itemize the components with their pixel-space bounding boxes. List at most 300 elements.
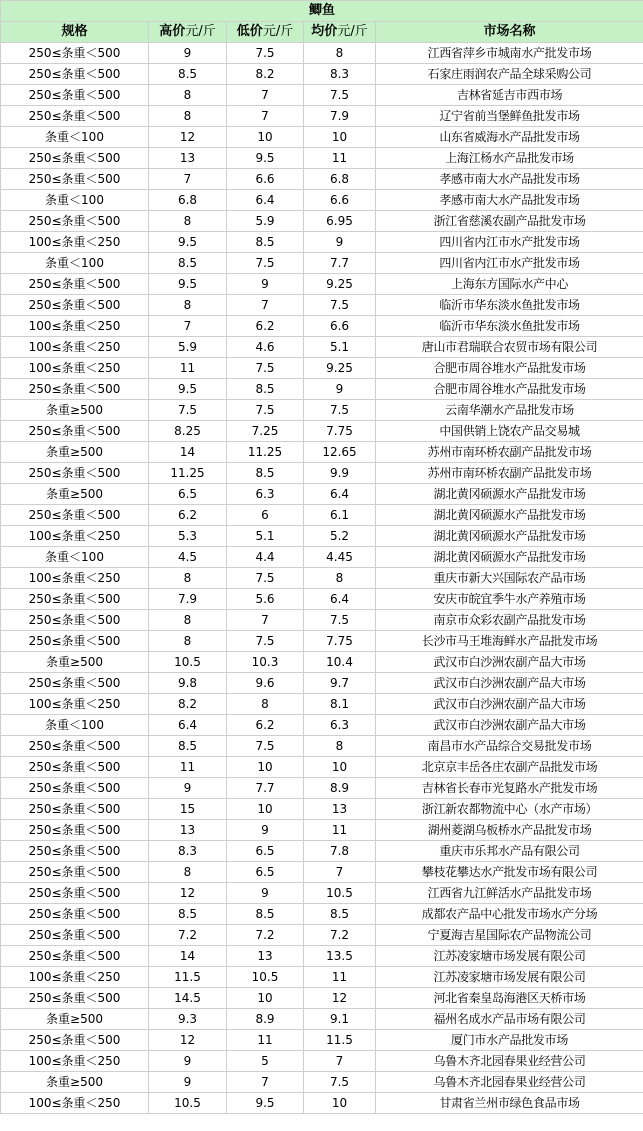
cell-spec: 250≤条重＜500	[1, 610, 149, 631]
cell-spec: 条重＜100	[1, 190, 149, 211]
table-row	[1, 841, 643, 862]
cell-low: 4.4	[227, 547, 304, 568]
cell-high: 10.5	[149, 652, 227, 673]
cell-high: 9	[149, 1072, 227, 1093]
cell-market: 湖州菱湖乌板桥水产品批发市场	[376, 820, 643, 841]
cell-avg: 7.75	[304, 421, 376, 442]
cell-market: 江苏凌家塘市场发展有限公司	[376, 967, 643, 988]
cell-spec: 100≤条重＜250	[1, 568, 149, 589]
cell-spec: 条重≥500	[1, 400, 149, 421]
cell-market: 上海江杨水产品批发市场	[376, 148, 643, 169]
cell-low: 9.5	[227, 1093, 304, 1114]
cell-market: 重庆市新大兴国际农产品市场	[376, 568, 643, 589]
cell-avg: 7.5	[304, 610, 376, 631]
cell-low: 7	[227, 106, 304, 127]
cell-high: 7	[149, 169, 227, 190]
cell-high: 9.5	[149, 232, 227, 253]
cell-avg: 7.2	[304, 925, 376, 946]
cell-high: 7.9	[149, 589, 227, 610]
cell-market: 河北省秦皇岛海港区天桥市场	[376, 988, 643, 1009]
table-row	[1, 673, 643, 694]
table-row	[1, 1030, 643, 1051]
cell-spec: 250≤条重＜500	[1, 925, 149, 946]
cell-spec: 250≤条重＜500	[1, 169, 149, 190]
cell-avg: 8.5	[304, 904, 376, 925]
cell-spec: 250≤条重＜500	[1, 904, 149, 925]
cell-spec: 250≤条重＜500	[1, 64, 149, 85]
cell-low: 9	[227, 274, 304, 295]
cell-high: 6.4	[149, 715, 227, 736]
cell-avg: 6.95	[304, 211, 376, 232]
cell-spec: 250≤条重＜500	[1, 883, 149, 904]
cell-high: 12	[149, 1030, 227, 1051]
table-row	[1, 295, 643, 316]
table-row	[1, 274, 643, 295]
cell-spec: 条重≥500	[1, 1009, 149, 1030]
cell-low: 10	[227, 127, 304, 148]
table-row	[1, 610, 643, 631]
cell-market: 江苏凌家塘市场发展有限公司	[376, 946, 643, 967]
cell-spec: 250≤条重＜500	[1, 820, 149, 841]
cell-spec: 条重≥500	[1, 1072, 149, 1093]
table-row	[1, 883, 643, 904]
cell-high: 8.25	[149, 421, 227, 442]
cell-low: 10	[227, 988, 304, 1009]
cell-high: 9	[149, 778, 227, 799]
table-row	[1, 316, 643, 337]
table-row	[1, 232, 643, 253]
table-row	[1, 421, 643, 442]
cell-avg: 7	[304, 1051, 376, 1072]
cell-spec: 100≤条重＜250	[1, 1051, 149, 1072]
cell-spec: 250≤条重＜500	[1, 736, 149, 757]
cell-low: 6.4	[227, 190, 304, 211]
cell-low: 11.25	[227, 442, 304, 463]
cell-low: 6.2	[227, 715, 304, 736]
cell-market: 武汉市白沙洲农副产品大市场	[376, 652, 643, 673]
table-row	[1, 820, 643, 841]
table-row	[1, 631, 643, 652]
cell-low: 7.2	[227, 925, 304, 946]
cell-low: 9	[227, 883, 304, 904]
cell-avg: 7.8	[304, 841, 376, 862]
cell-spec: 100≤条重＜250	[1, 526, 149, 547]
cell-spec: 100≤条重＜250	[1, 967, 149, 988]
cell-low: 9.5	[227, 148, 304, 169]
cell-avg: 8	[304, 568, 376, 589]
table-row	[1, 967, 643, 988]
cell-spec: 250≤条重＜500	[1, 841, 149, 862]
cell-spec: 250≤条重＜500	[1, 778, 149, 799]
table-row	[1, 253, 643, 274]
cell-high: 12	[149, 883, 227, 904]
cell-spec: 250≤条重＜500	[1, 148, 149, 169]
cell-market: 临沂市华东淡水鱼批发市场	[376, 295, 643, 316]
cell-spec: 250≤条重＜500	[1, 1030, 149, 1051]
cell-market: 苏州市南环桥农副产品批发市场	[376, 463, 643, 484]
table-row	[1, 484, 643, 505]
cell-avg: 8	[304, 736, 376, 757]
header-low-label: 低价	[236, 24, 263, 39]
cell-spec: 100≤条重＜250	[1, 316, 149, 337]
cell-spec: 250≤条重＜500	[1, 631, 149, 652]
table-row	[1, 337, 643, 358]
header-low	[227, 22, 304, 43]
cell-market: 孝感市南大水产品批发市场	[376, 190, 643, 211]
cell-avg: 11	[304, 820, 376, 841]
cell-avg: 8.3	[304, 64, 376, 85]
cell-low: 10	[227, 799, 304, 820]
cell-low: 6	[227, 505, 304, 526]
cell-low: 7.5	[227, 568, 304, 589]
cell-high: 8	[149, 568, 227, 589]
cell-low: 6.6	[227, 169, 304, 190]
cell-avg: 7.5	[304, 85, 376, 106]
header-low-unit: 元/斤	[262, 24, 294, 39]
cell-low: 7.7	[227, 778, 304, 799]
cell-market: 长沙市马王堆海鲜水产品批发市场	[376, 631, 643, 652]
cell-spec: 250≤条重＜500	[1, 106, 149, 127]
table-row	[1, 379, 643, 400]
table-body	[1, 43, 643, 1114]
cell-avg: 4.45	[304, 547, 376, 568]
cell-avg: 13.5	[304, 946, 376, 967]
cell-spec: 条重＜100	[1, 253, 149, 274]
cell-market: 厦门市水产品批发市场	[376, 1030, 643, 1051]
table-row	[1, 988, 643, 1009]
cell-avg: 7.9	[304, 106, 376, 127]
cell-high: 14.5	[149, 988, 227, 1009]
cell-low: 6.5	[227, 862, 304, 883]
header-avg-unit: 元/斤	[337, 24, 368, 39]
cell-spec: 250≤条重＜500	[1, 673, 149, 694]
table-row	[1, 127, 643, 148]
cell-high: 11	[149, 358, 227, 379]
cell-market: 宁夏海吉星国际农产品物流公司	[376, 925, 643, 946]
table-row	[1, 799, 643, 820]
cell-avg: 7.5	[304, 295, 376, 316]
cell-low: 4.6	[227, 337, 304, 358]
cell-market: 福州名成水产品市场有限公司	[376, 1009, 643, 1030]
cell-avg: 8	[304, 43, 376, 64]
cell-low: 9	[227, 820, 304, 841]
table-row	[1, 946, 643, 967]
cell-low: 5.1	[227, 526, 304, 547]
cell-avg: 6.1	[304, 505, 376, 526]
cell-market: 湖北黄冈硕源水产品批发市场	[376, 505, 643, 526]
header-spec: 规格	[1, 22, 149, 43]
cell-market: 湖北黄冈硕源水产品批发市场	[376, 526, 643, 547]
cell-market: 重庆市乐邦水产品有限公司	[376, 841, 643, 862]
cell-market: 四川省内江市水产批发市场	[376, 232, 643, 253]
cell-market: 四川省内江市水产批发市场	[376, 253, 643, 274]
cell-high: 13	[149, 148, 227, 169]
cell-avg: 11	[304, 967, 376, 988]
cell-high: 9.5	[149, 274, 227, 295]
table-row	[1, 778, 643, 799]
table-row	[1, 211, 643, 232]
cell-market: 安庆市皖宜季牛水产养殖市场	[376, 589, 643, 610]
table-row	[1, 1009, 643, 1030]
table-header-row	[1, 22, 643, 43]
cell-avg: 9.25	[304, 358, 376, 379]
cell-high: 9.5	[149, 379, 227, 400]
cell-spec: 250≤条重＜500	[1, 211, 149, 232]
table-row	[1, 43, 643, 64]
table-row	[1, 694, 643, 715]
cell-high: 11	[149, 757, 227, 778]
cell-low: 7.5	[227, 736, 304, 757]
cell-market: 武汉市白沙洲农副产品大市场	[376, 673, 643, 694]
table-row	[1, 400, 643, 421]
cell-low: 7	[227, 610, 304, 631]
cell-avg: 8.9	[304, 778, 376, 799]
cell-spec: 250≤条重＜500	[1, 862, 149, 883]
cell-market: 攀枝花攀达水产批发市场有限公司	[376, 862, 643, 883]
table-row	[1, 547, 643, 568]
table-row	[1, 148, 643, 169]
cell-market: 武汉市白沙洲农副产品大市场	[376, 715, 643, 736]
cell-high: 8	[149, 610, 227, 631]
cell-spec: 条重＜100	[1, 547, 149, 568]
cell-high: 6.2	[149, 505, 227, 526]
cell-market: 合肥市周谷堆水产品批发市场	[376, 358, 643, 379]
cell-high: 8	[149, 631, 227, 652]
cell-avg: 10	[304, 127, 376, 148]
cell-avg: 8.1	[304, 694, 376, 715]
cell-market: 吉林省长春市光复路水产批发市场	[376, 778, 643, 799]
cell-low: 7	[227, 295, 304, 316]
cell-avg: 12	[304, 988, 376, 1009]
cell-high: 8.5	[149, 904, 227, 925]
cell-high: 8.5	[149, 253, 227, 274]
cell-high: 13	[149, 820, 227, 841]
cell-avg: 9.1	[304, 1009, 376, 1030]
cell-high: 5.3	[149, 526, 227, 547]
cell-low: 10	[227, 757, 304, 778]
table-row	[1, 526, 643, 547]
cell-high: 9	[149, 1051, 227, 1072]
cell-high: 8.5	[149, 64, 227, 85]
cell-avg: 5.2	[304, 526, 376, 547]
cell-market: 苏州市南环桥农副产品批发市场	[376, 442, 643, 463]
cell-market: 孝感市南大水产品批发市场	[376, 169, 643, 190]
table-row	[1, 904, 643, 925]
cell-low: 7	[227, 85, 304, 106]
cell-avg: 6.4	[304, 589, 376, 610]
cell-low: 13	[227, 946, 304, 967]
cell-high: 10.5	[149, 1093, 227, 1114]
cell-low: 8	[227, 694, 304, 715]
cell-avg: 6.3	[304, 715, 376, 736]
cell-spec: 250≤条重＜500	[1, 988, 149, 1009]
cell-avg: 9.7	[304, 673, 376, 694]
cell-high: 14	[149, 442, 227, 463]
cell-avg: 7.75	[304, 631, 376, 652]
cell-spec: 250≤条重＜500	[1, 946, 149, 967]
table-row	[1, 442, 643, 463]
cell-spec: 100≤条重＜250	[1, 232, 149, 253]
cell-spec: 250≤条重＜500	[1, 85, 149, 106]
cell-spec: 100≤条重＜250	[1, 358, 149, 379]
table-row	[1, 169, 643, 190]
cell-spec: 250≤条重＜500	[1, 274, 149, 295]
cell-high: 11.5	[149, 967, 227, 988]
table-row	[1, 925, 643, 946]
cell-high: 7.2	[149, 925, 227, 946]
table-title: 鲫鱼	[1, 1, 643, 22]
cell-market: 北京京丰岳各庄农副产品批发市场	[376, 757, 643, 778]
cell-market: 唐山市君瑞联合农贸市场有限公司	[376, 337, 643, 358]
cell-market: 临沂市华东淡水鱼批发市场	[376, 316, 643, 337]
cell-market: 辽宁省前当堡鲜鱼批发市场	[376, 106, 643, 127]
cell-avg: 9	[304, 379, 376, 400]
cell-market: 合肥市周谷堆水产品批发市场	[376, 379, 643, 400]
cell-low: 7.5	[227, 358, 304, 379]
cell-spec: 250≤条重＜500	[1, 421, 149, 442]
header-market: 市场名称	[376, 22, 643, 43]
cell-market: 石家庄雨润农产品全球采购公司	[376, 64, 643, 85]
cell-market: 乌鲁木齐北园春果业经营公司	[376, 1072, 643, 1093]
cell-low: 6.2	[227, 316, 304, 337]
cell-avg: 9	[304, 232, 376, 253]
cell-high: 8	[149, 862, 227, 883]
cell-market: 湖北黄冈硕源水产品批发市场	[376, 547, 643, 568]
table-row	[1, 85, 643, 106]
table-row	[1, 358, 643, 379]
cell-low: 7	[227, 1072, 304, 1093]
cell-avg: 9.25	[304, 274, 376, 295]
cell-avg: 10	[304, 1093, 376, 1114]
cell-market: 江西省九江鲜活水产品批发市场	[376, 883, 643, 904]
cell-low: 11	[227, 1030, 304, 1051]
cell-market: 江西省萍乡市城南水产批发市场	[376, 43, 643, 64]
header-high-unit: 元/斤	[185, 24, 216, 39]
cell-avg: 7	[304, 862, 376, 883]
cell-high: 15	[149, 799, 227, 820]
cell-spec: 250≤条重＜500	[1, 379, 149, 400]
cell-market: 南京市众彩农副产品批发市场	[376, 610, 643, 631]
cell-spec: 250≤条重＜500	[1, 589, 149, 610]
cell-avg: 11.5	[304, 1030, 376, 1051]
cell-low: 7.25	[227, 421, 304, 442]
cell-avg: 5.1	[304, 337, 376, 358]
cell-market: 武汉市白沙洲农副产品大市场	[376, 694, 643, 715]
cell-high: 4.5	[149, 547, 227, 568]
cell-low: 5	[227, 1051, 304, 1072]
cell-avg: 11	[304, 148, 376, 169]
cell-low: 5.6	[227, 589, 304, 610]
cell-high: 7.5	[149, 400, 227, 421]
cell-spec: 100≤条重＜250	[1, 694, 149, 715]
cell-high: 9	[149, 43, 227, 64]
cell-high: 8	[149, 106, 227, 127]
cell-spec: 条重＜100	[1, 127, 149, 148]
cell-low: 7.5	[227, 631, 304, 652]
cell-avg: 7.7	[304, 253, 376, 274]
cell-market: 南昌市水产品综合交易批发市场	[376, 736, 643, 757]
cell-high: 12	[149, 127, 227, 148]
header-avg	[304, 22, 376, 43]
cell-market: 上海东方国际水产中心	[376, 274, 643, 295]
cell-low: 10.3	[227, 652, 304, 673]
cell-avg: 7.5	[304, 400, 376, 421]
cell-spec: 条重≥500	[1, 484, 149, 505]
cell-market: 山东省威海水产品批发市场	[376, 127, 643, 148]
cell-spec: 250≤条重＜500	[1, 505, 149, 526]
cell-high: 8	[149, 211, 227, 232]
cell-spec: 250≤条重＜500	[1, 43, 149, 64]
cell-avg: 12.65	[304, 442, 376, 463]
table-row	[1, 463, 643, 484]
cell-high: 6.8	[149, 190, 227, 211]
table-row	[1, 1072, 643, 1093]
table-row	[1, 715, 643, 736]
table-row	[1, 757, 643, 778]
cell-avg: 10.5	[304, 883, 376, 904]
cell-high: 8.2	[149, 694, 227, 715]
cell-market: 中国供销上饶农产品交易城	[376, 421, 643, 442]
table-row	[1, 862, 643, 883]
table-row	[1, 568, 643, 589]
table-row	[1, 736, 643, 757]
cell-market: 湖北黄冈硕源水产品批发市场	[376, 484, 643, 505]
cell-avg: 9.9	[304, 463, 376, 484]
cell-low: 8.5	[227, 379, 304, 400]
cell-avg: 10	[304, 757, 376, 778]
cell-low: 7.5	[227, 43, 304, 64]
cell-low: 7.5	[227, 400, 304, 421]
cell-low: 6.3	[227, 484, 304, 505]
cell-low: 7.5	[227, 253, 304, 274]
cell-low: 9.6	[227, 673, 304, 694]
cell-spec: 250≤条重＜500	[1, 463, 149, 484]
header-avg-label: 均价	[311, 24, 338, 39]
table-title-row	[1, 1, 643, 22]
cell-market: 成都农产品中心批发市场水产分场	[376, 904, 643, 925]
cell-avg: 6.6	[304, 190, 376, 211]
cell-high: 11.25	[149, 463, 227, 484]
cell-spec: 条重＜100	[1, 715, 149, 736]
cell-spec: 100≤条重＜250	[1, 337, 149, 358]
table-row	[1, 505, 643, 526]
cell-high: 8	[149, 85, 227, 106]
cell-high: 7	[149, 316, 227, 337]
cell-high: 8	[149, 295, 227, 316]
cell-high: 8.3	[149, 841, 227, 862]
cell-market: 浙江省慈溪农副产品批发市场	[376, 211, 643, 232]
cell-high: 6.5	[149, 484, 227, 505]
cell-low: 8.2	[227, 64, 304, 85]
table-row	[1, 106, 643, 127]
cell-avg: 13	[304, 799, 376, 820]
table-row	[1, 652, 643, 673]
cell-high: 5.9	[149, 337, 227, 358]
cell-avg: 6.4	[304, 484, 376, 505]
table-row	[1, 1093, 643, 1114]
cell-high: 14	[149, 946, 227, 967]
cell-high: 9.8	[149, 673, 227, 694]
header-high-label: 高价	[159, 24, 186, 39]
cell-low: 8.9	[227, 1009, 304, 1030]
cell-high: 9.3	[149, 1009, 227, 1030]
cell-avg: 10.4	[304, 652, 376, 673]
cell-avg: 7.5	[304, 1072, 376, 1093]
cell-spec: 250≤条重＜500	[1, 799, 149, 820]
table-row	[1, 589, 643, 610]
cell-low: 5.9	[227, 211, 304, 232]
cell-market: 浙江新农都物流中心（水产市场）	[376, 799, 643, 820]
